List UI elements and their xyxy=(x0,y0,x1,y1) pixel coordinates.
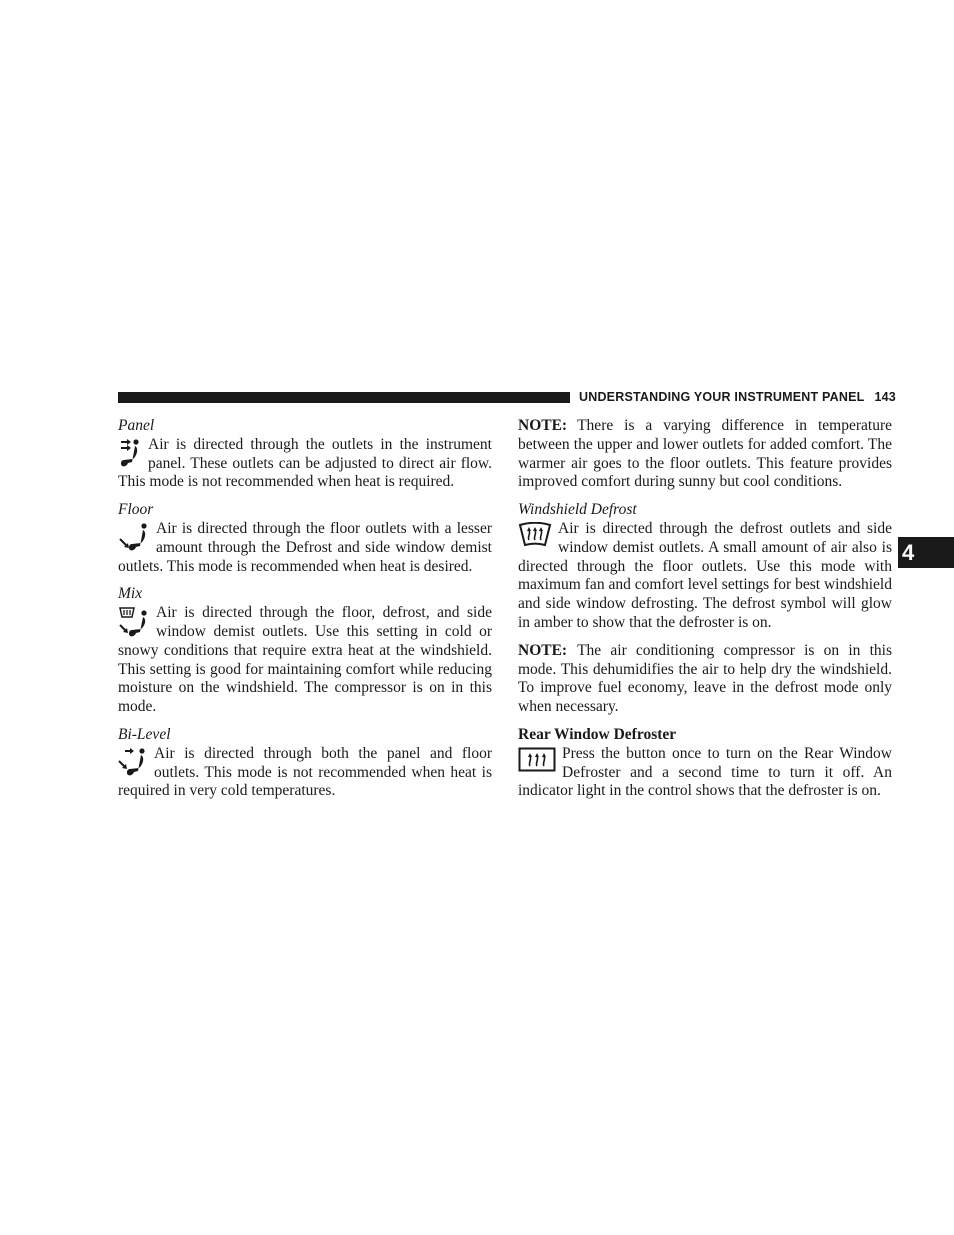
mix-section xyxy=(118,585,492,717)
panel-section xyxy=(118,417,492,492)
mix-text: Air is directed through the floor, defrost, and side window demist outlets. Use this setting in cold or snowy conditions that require extra heat at the windshield. This setting is good for maintaining comfort while reducing moisture on the windshield. The compressor is on in this mode. xyxy=(118,604,492,716)
running-header xyxy=(579,390,896,404)
rear-defroster-heading: Rear Window Defroster xyxy=(518,725,677,743)
panel-mode-icon xyxy=(118,438,142,468)
windshield-defrost-heading: Windshield Defrost xyxy=(518,501,637,519)
mix-heading: Mix xyxy=(118,585,143,603)
bilevel-mode-icon xyxy=(118,747,148,777)
rear-defroster-section xyxy=(518,726,892,801)
floor-mode-icon xyxy=(118,522,150,552)
page-number: 143 xyxy=(874,390,896,404)
header-title: UNDERSTANDING YOUR INSTRUMENT PANEL xyxy=(579,390,865,404)
bilevel-heading: Bi-Level xyxy=(118,725,171,743)
header-rule xyxy=(118,392,570,403)
note-2-label: NOTE: xyxy=(518,641,568,659)
floor-text: Air is directed through the floor outlets with a lesser amount through the Defrost and side window demist outlets. This mode is recommended when heat is desired. xyxy=(118,519,492,575)
note-1-label: NOTE: xyxy=(518,417,568,434)
note-1-text: There is a varying difference in temperature between the upper and lower outlets for added comfort. The warmer air goes to the floor outlets. This feature provides improved comfort during sunny but cool conditions. xyxy=(518,417,892,491)
rear-defroster-text: Press the button once to turn on the Rear Window Defroster and a second time to turn it off. An indicator light in the control shows that the defroster is on. xyxy=(518,744,892,800)
note-1 xyxy=(518,417,892,492)
right-column xyxy=(518,417,892,810)
chapter-tab: 4 xyxy=(898,537,954,568)
note-2-text: The air conditioning compressor is on in this mode. This dehumidifies the air to help dry the windshield. To improve fuel economy, leave in the defrost mode only when necessary. xyxy=(518,641,892,716)
panel-heading: Panel xyxy=(118,417,155,434)
bilevel-section xyxy=(118,726,492,801)
windshield-defrost-text: Air is directed through the defrost outlets and side window demist outlets. A small amount of air also is directed through the floor outlets. Use this mode with maximum fan and comfort level settings for best windshield and side window defrosting. The defrost symbol will glow in amber to show that the defroster is on. xyxy=(518,519,892,631)
left-column xyxy=(118,417,492,810)
rear-defrost-icon xyxy=(518,747,556,773)
bilevel-text: Air is directed through both the panel and floor outlets. This mode is not recommended when heat is required in very cold temperatures. xyxy=(118,744,492,800)
floor-heading: Floor xyxy=(118,501,154,519)
note-2 xyxy=(518,642,892,717)
windshield-defrost-icon xyxy=(518,522,552,548)
panel-text: Air is directed through the outlets in the instrument panel. These outlets can be adjusted to direct air flow. This mode is not recommended when heat is required. xyxy=(118,435,492,491)
windshield-defrost-section xyxy=(518,501,892,633)
floor-section xyxy=(118,501,492,576)
mix-mode-icon xyxy=(118,606,150,638)
